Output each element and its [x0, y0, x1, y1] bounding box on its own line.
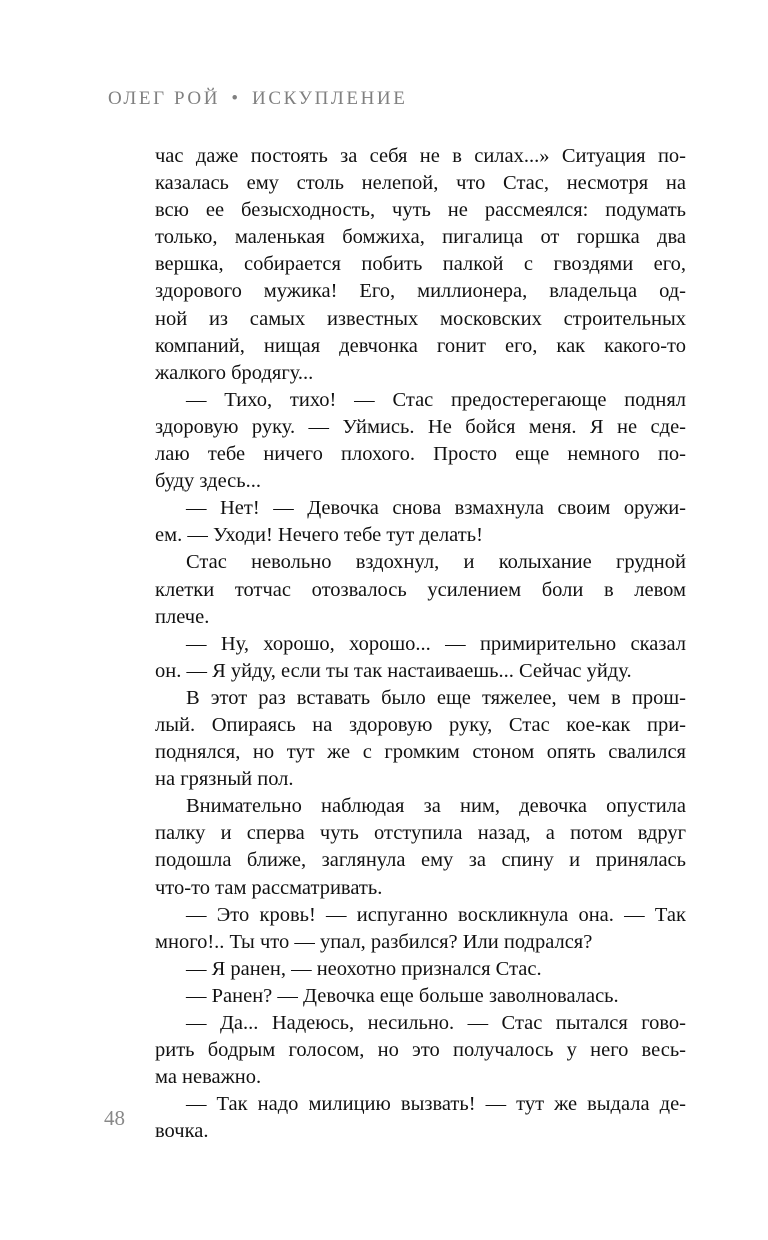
text-line: он. — Я уйду, если ты так настаиваешь... Сейчас уйду. — [155, 659, 632, 682]
paragraph — [155, 902, 686, 956]
paragraph — [155, 685, 686, 793]
text-line: Внимательно наблюдая за ним, девочка опустила — [186, 795, 686, 818]
text-line: вершка, собирается побить палкой с гвоздями его, — [155, 253, 686, 276]
text-line: жалкого бродягу... — [155, 361, 314, 384]
paragraph — [155, 495, 686, 549]
text-line: — Да... Надеюсь, несильно. — Стас пытался гово- — [186, 1012, 686, 1034]
text-line: только, маленькая бомжиха, пигалица от горшка два — [155, 226, 686, 249]
header-separator: • — [231, 88, 241, 109]
text-line: здорового мужика! Его, миллионера, владельца од- — [155, 280, 686, 303]
text-line: — Нет! — Девочка снова взмахнула своим оружи- — [186, 497, 686, 520]
text-line: — Тихо, тихо! — Стас предостерегающе поднял — [186, 388, 686, 411]
paragraph — [155, 793, 686, 901]
text-line: вочка. — [155, 1120, 209, 1143]
body-text — [155, 143, 686, 1145]
text-line: Стас невольно вздохнул, и колыхание грудной — [186, 551, 686, 574]
text-line: компаний, нищая девчонка гонит его, как какого-то — [155, 334, 686, 357]
paragraph — [155, 631, 686, 685]
text-line: ма неважно. — [155, 1066, 262, 1089]
text-line: — Это кровь! — испуганно воскликнула она. — Так — [186, 903, 686, 926]
text-line: — Так надо милицию вызвать! — тут же выдала де- — [186, 1093, 686, 1116]
text-line: палку и сперва чуть отступила назад, а потом вдруг — [155, 822, 686, 845]
text-line: — Я ранен, — неохотно признался Стас. — [186, 957, 542, 980]
text-line: казалась ему столь нелепой, что Стас, несмотря на — [155, 172, 686, 195]
text-line: рить бодрым голосом, но это получалось у него весь- — [155, 1039, 686, 1062]
paragraph — [155, 1010, 686, 1091]
text-line: — Ранен? — Девочка еще больше заволновалась. — [186, 984, 619, 1007]
author-name: ОЛЕГ РОЙ — [108, 88, 221, 109]
text-line: подошла ближе, заглянула ему за спину и принялась — [155, 849, 686, 872]
text-line: плече. — [155, 605, 210, 628]
paragraph — [155, 1091, 686, 1145]
running-head — [108, 88, 407, 110]
text-line: лаю тебе ничего плохого. Просто еще немного по- — [155, 443, 686, 466]
text-line: всю ее безысходность, чуть не рассмеялся: подумать — [155, 199, 686, 222]
paragraph — [155, 143, 686, 387]
text-line: лый. Опираясь на здоровую руку, Стас кое-как при- — [155, 713, 686, 736]
paragraph — [155, 549, 686, 630]
text-line: буду здесь... — [155, 470, 262, 493]
text-line: здоровую руку. — Уймись. Не бойся меня. Я не сде- — [155, 415, 686, 438]
text-line: клетки тотчас отозвалось усилением боли в левом — [155, 578, 686, 601]
text-line: В этот раз вставать было еще тяжелее, чем в прош- — [186, 686, 686, 709]
page-number: 48 — [104, 1106, 125, 1130]
text-line: на грязный пол. — [155, 768, 294, 791]
paragraph — [155, 983, 686, 1010]
text-line: час даже постоять за себя не в силах...» Ситуация по- — [155, 145, 686, 167]
text-line: много!.. Ты что — упал, разбился? Или подрался? — [155, 930, 593, 953]
paragraph — [155, 956, 686, 983]
text-line: ем. — Уходи! Нечего тебе тут делать! — [155, 524, 483, 547]
paragraph — [155, 387, 686, 495]
text-line: ной из самых известных московских строительных — [155, 307, 686, 330]
text-line: поднялся, но тут же с громким стоном опять свалился — [155, 741, 686, 764]
book-title: ИСКУПЛЕНИЕ — [252, 88, 408, 109]
text-line: что-то там рассматривать. — [155, 876, 383, 899]
text-line: — Ну, хорошо, хорошо... — примирительно сказал — [186, 632, 686, 655]
